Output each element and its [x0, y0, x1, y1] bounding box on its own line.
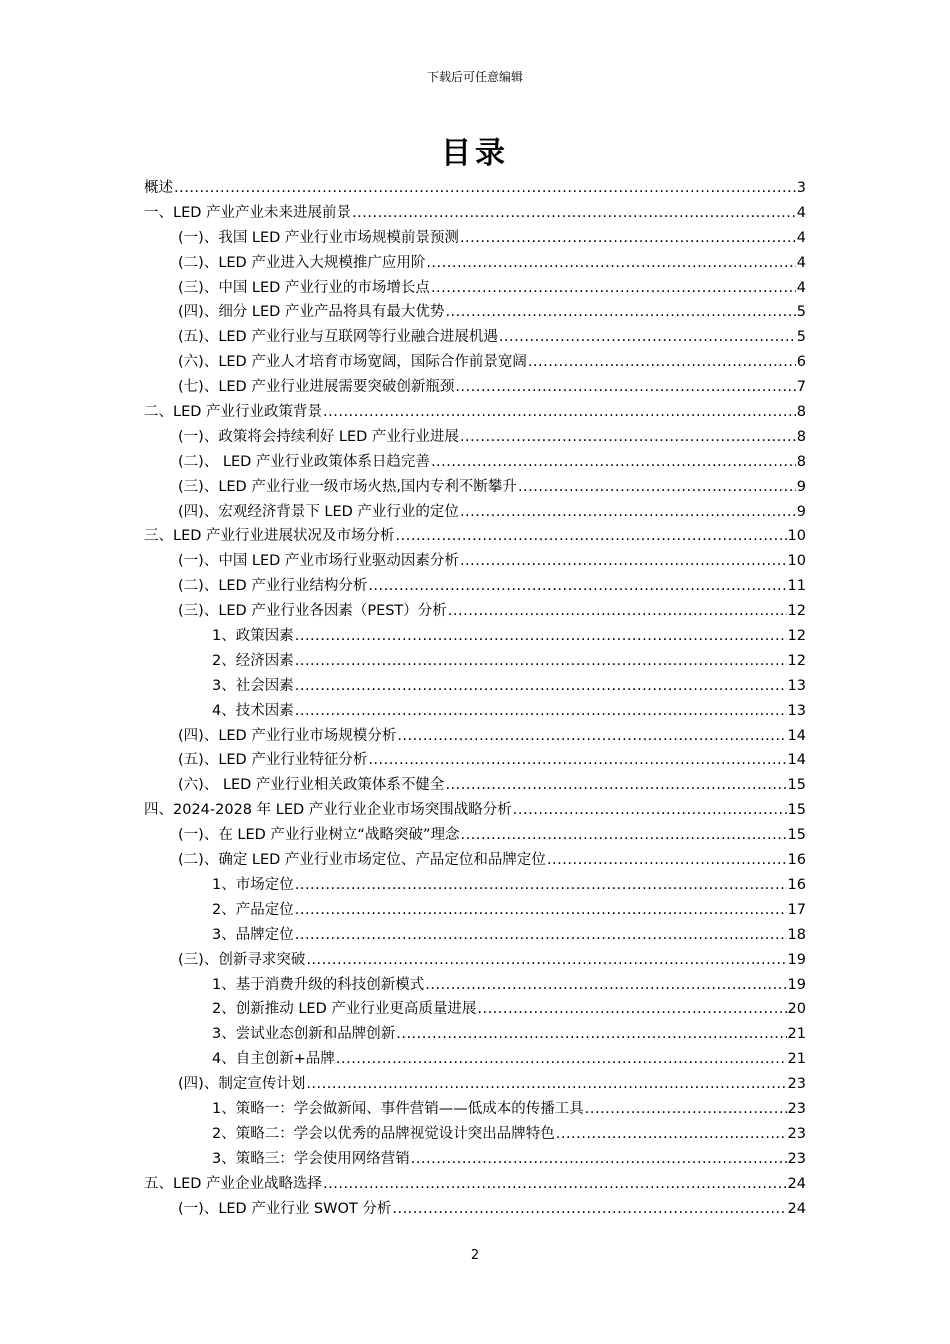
toc-entry-text: 二、LED 产业行业政策背景	[144, 404, 323, 421]
toc-entry-page: 15	[787, 827, 806, 844]
toc-leader-dots	[518, 479, 796, 495]
toc-leader-dots	[513, 802, 787, 818]
toc-leader-dots	[528, 354, 796, 370]
toc-entry[interactable]	[144, 226, 806, 251]
toc-leader-dots	[295, 902, 787, 918]
page-header: 下载后可任意编辑	[426, 70, 523, 84]
toc-entry-page: 4	[796, 204, 806, 221]
toc-entry[interactable]	[144, 674, 806, 699]
toc-entry-page: 14	[787, 727, 806, 744]
toc-leader-dots	[295, 877, 787, 893]
toc-entry[interactable]	[144, 450, 806, 475]
toc-entry-page: 10	[787, 528, 806, 545]
toc-entry-text: (一)、我国 LED 产业行业市场规模前景预测	[178, 229, 459, 246]
toc-leader-dots	[460, 827, 786, 843]
toc-entry-text: 2、策略二：学会以优秀的品牌视觉设计突出品牌特色	[212, 1125, 555, 1142]
toc-leader-dots	[323, 1176, 787, 1192]
toc-entry-text: (六)、 LED 产业行业相关政策体系不健全	[178, 777, 445, 794]
toc-entry[interactable]	[144, 1022, 806, 1047]
toc-entry-page: 5	[796, 304, 806, 321]
toc-leader-dots	[352, 205, 796, 221]
toc-leader-dots	[295, 628, 787, 644]
toc-entry-text: 4、技术因素	[212, 702, 294, 719]
toc-entry-text: 1、策略一：学会做新闻、事件营销——低成本的传播工具	[212, 1100, 584, 1117]
toc-leader-dots	[306, 952, 786, 968]
toc-entry-text: 2、产品定位	[212, 901, 294, 918]
toc-leader-dots	[556, 1126, 787, 1142]
toc-entry-text: 2、经济因素	[212, 652, 294, 669]
table-of-contents	[144, 176, 806, 1221]
toc-entry-page: 23	[787, 1100, 806, 1117]
toc-entry-page: 17	[787, 901, 806, 918]
toc-entry[interactable]	[144, 973, 806, 998]
toc-entry-page: 4	[796, 279, 806, 296]
toc-entry[interactable]	[144, 848, 806, 873]
toc-leader-dots	[455, 379, 795, 395]
toc-entry-text: (七)、LED 产业行业进展需要突破创新瓶颈	[178, 379, 455, 396]
toc-entry[interactable]	[144, 300, 806, 325]
toc-entry[interactable]	[144, 873, 806, 898]
toc-entry[interactable]	[144, 176, 806, 201]
toc-entry[interactable]	[144, 748, 806, 773]
toc-entry-text: (四)、LED 产业行业市场规模分析	[178, 727, 397, 744]
toc-entry-page: 19	[787, 951, 806, 968]
toc-entry-page: 4	[796, 229, 806, 246]
toc-entry-text: 四、2024-2028 年 LED 产业行业企业市场突围战略分析	[144, 802, 512, 819]
toc-entry[interactable]	[144, 649, 806, 674]
toc-leader-dots	[585, 1101, 787, 1117]
toc-entry-page: 9	[796, 503, 806, 520]
toc-entry-page: 23	[787, 1150, 806, 1167]
toc-entry-text: (三)、创新寻求突破	[178, 951, 306, 968]
toc-entry[interactable]	[144, 549, 806, 574]
toc-entry-text: (五)、LED 产业行业特征分析	[178, 752, 368, 769]
toc-entry[interactable]	[144, 773, 806, 798]
toc-entry-page: 12	[787, 652, 806, 669]
toc-leader-dots	[431, 454, 796, 470]
toc-entry[interactable]	[144, 948, 806, 973]
toc-leader-dots	[392, 1201, 786, 1217]
toc-entry-text: (四)、制定宣传计划	[178, 1076, 306, 1093]
toc-leader-dots	[460, 553, 787, 569]
toc-entry[interactable]	[144, 201, 806, 226]
toc-entry[interactable]	[144, 425, 806, 450]
toc-leader-dots	[306, 1076, 786, 1092]
toc-entry-page: 16	[787, 876, 806, 893]
toc-leader-dots	[477, 1001, 786, 1017]
toc-leader-dots	[499, 329, 796, 345]
toc-entry-page: 16	[787, 852, 806, 869]
toc-leader-dots	[396, 1026, 786, 1042]
toc-entry-page: 5	[796, 329, 806, 346]
toc-leader-dots	[368, 752, 786, 768]
toc-leader-dots	[425, 977, 786, 993]
toc-leader-dots	[336, 1051, 787, 1067]
toc-leader-dots	[448, 603, 787, 619]
toc-entry-text: 五、LED 产业企业战略选择	[144, 1175, 323, 1192]
toc-entry-page: 24	[787, 1175, 806, 1192]
toc-entry-text: (三)、LED 产业行业各因素（PEST）分析	[178, 603, 447, 620]
toc-entry[interactable]	[144, 1197, 806, 1222]
toc-entry[interactable]	[144, 1097, 806, 1122]
toc-entry-text: (三)、中国 LED 产业行业的市场增长点	[178, 279, 430, 296]
toc-entry-text: (二)、 LED 产业行业政策体系日趋完善	[178, 453, 430, 470]
toc-entry-page: 4	[796, 254, 806, 271]
toc-entry-page: 21	[787, 1026, 806, 1043]
toc-leader-dots	[431, 280, 796, 296]
toc-leader-dots	[547, 852, 787, 868]
toc-leader-dots	[174, 180, 796, 196]
toc-entry[interactable]	[144, 997, 806, 1022]
toc-entry-page: 23	[787, 1076, 806, 1093]
toc-entry-text: (一)、在 LED 产业行业树立“战略突破”理念	[178, 827, 460, 844]
toc-entry-page: 8	[796, 453, 806, 470]
toc-entry-text: (二)、LED 产业行业结构分析	[178, 578, 368, 595]
toc-leader-dots	[445, 777, 786, 793]
toc-leader-dots	[295, 927, 787, 943]
toc-entry-page: 20	[787, 1001, 806, 1018]
toc-entry-text: 一、LED 产业产业未来进展前景	[144, 204, 352, 221]
toc-leader-dots	[397, 728, 786, 744]
toc-entry[interactable]	[144, 624, 806, 649]
toc-entry-text: (二)、确定 LED 产业行业市场定位、产品定位和品牌定位	[178, 852, 546, 869]
toc-entry-page: 12	[787, 603, 806, 620]
toc-entry[interactable]	[144, 500, 806, 525]
toc-entry-text: 4、自主创新+品牌	[212, 1051, 335, 1068]
toc-leader-dots	[460, 504, 796, 520]
toc-entry-text: 1、市场定位	[212, 876, 294, 893]
toc-entry[interactable]	[144, 475, 806, 500]
toc-entry-text: 1、政策因素	[212, 628, 294, 645]
toc-entry[interactable]	[144, 823, 806, 848]
toc-entry-page: 11	[787, 578, 806, 595]
toc-entry-page: 15	[787, 777, 806, 794]
toc-entry[interactable]	[144, 1147, 806, 1172]
toc-entry-text: 1、基于消费升级的科技创新模式	[212, 976, 425, 993]
toc-entry-text: (三)、LED 产业行业一级市场火热,国内专利不断攀升	[178, 478, 517, 495]
toc-leader-dots	[396, 528, 787, 544]
toc-entry-page: 13	[787, 677, 806, 694]
toc-entry[interactable]	[144, 375, 806, 400]
toc-entry-page: 7	[796, 379, 806, 396]
toc-entry[interactable]	[144, 1047, 806, 1072]
toc-entry-text: 2、创新推动 LED 产业行业更高质量进展	[212, 1001, 477, 1018]
toc-entry[interactable]	[144, 524, 806, 549]
toc-entry-text: (一)、中国 LED 产业市场行业驱动因素分析	[178, 553, 459, 570]
toc-entry[interactable]	[144, 325, 806, 350]
toc-entry-text: 概述	[144, 180, 173, 196]
toc-entry-page: 19	[787, 976, 806, 993]
toc-entry[interactable]	[144, 599, 806, 624]
toc-entry-page: 15	[787, 802, 806, 819]
toc-leader-dots	[426, 255, 795, 271]
toc-entry-text: (六)、LED 产业人才培育市场宽阔，国际合作前景宽阔	[178, 354, 527, 371]
toc-entry-page: 6	[796, 354, 806, 371]
toc-entry-text: (二)、LED 产业进入大规模推广应用阶	[178, 254, 426, 271]
toc-entry[interactable]	[144, 923, 806, 948]
toc-entry-page: 9	[796, 478, 806, 495]
toc-title: 目录	[441, 136, 509, 171]
toc-leader-dots	[323, 404, 796, 420]
page-number: 2	[470, 1248, 480, 1263]
toc-entry-text: (一)、政策将会持续利好 LED 产业行业进展	[178, 428, 459, 445]
toc-entry-text: 3、品牌定位	[212, 926, 294, 943]
toc-entry-page: 14	[787, 752, 806, 769]
toc-entry-page: 10	[787, 553, 806, 570]
toc-entry[interactable]	[144, 1122, 806, 1147]
toc-entry-text: 3、策略三：学会使用网络营销	[212, 1150, 410, 1167]
toc-entry-text: (四)、细分 LED 产业产品将具有最大优势	[178, 304, 445, 321]
toc-entry[interactable]	[144, 251, 806, 276]
toc-entry-text: 三、LED 产业行业进展状况及市场分析	[144, 528, 395, 545]
toc-leader-dots	[368, 578, 786, 594]
toc-entry-text: 3、社会因素	[212, 677, 294, 694]
toc-leader-dots	[460, 230, 796, 246]
toc-leader-dots	[295, 653, 787, 669]
toc-entry[interactable]	[144, 699, 806, 724]
toc-entry-text: (四)、宏观经济背景下 LED 产业行业的定位	[178, 503, 459, 520]
toc-entry-page: 23	[787, 1125, 806, 1142]
toc-leader-dots	[295, 703, 787, 719]
toc-entry-page: 8	[796, 428, 806, 445]
toc-entry-page: 12	[787, 628, 806, 645]
toc-entry-page: 13	[787, 702, 806, 719]
toc-entry[interactable]	[144, 1172, 806, 1197]
toc-entry[interactable]	[144, 898, 806, 923]
toc-entry[interactable]	[144, 724, 806, 749]
toc-entry[interactable]	[144, 574, 806, 599]
toc-entry[interactable]	[144, 798, 806, 823]
toc-leader-dots	[411, 1151, 787, 1167]
toc-entry[interactable]	[144, 350, 806, 375]
toc-entry-page: 18	[787, 926, 806, 943]
toc-leader-dots	[445, 304, 795, 320]
toc-entry-page: 24	[787, 1200, 806, 1217]
toc-entry-page: 8	[796, 404, 806, 421]
toc-leader-dots	[460, 429, 796, 445]
toc-leader-dots	[295, 678, 787, 694]
toc-entry[interactable]	[144, 276, 806, 301]
toc-entry[interactable]	[144, 400, 806, 425]
toc-entry-page: 3	[796, 180, 806, 196]
toc-entry[interactable]	[144, 1072, 806, 1097]
toc-entry-text: (五)、LED 产业行业与互联网等行业融合进展机遇	[178, 329, 498, 346]
toc-entry-text: 3、尝试业态创新和品牌创新	[212, 1026, 396, 1043]
toc-entry-text: (一)、LED 产业行业 SWOT 分析	[178, 1200, 392, 1217]
toc-entry-page: 21	[787, 1051, 806, 1068]
